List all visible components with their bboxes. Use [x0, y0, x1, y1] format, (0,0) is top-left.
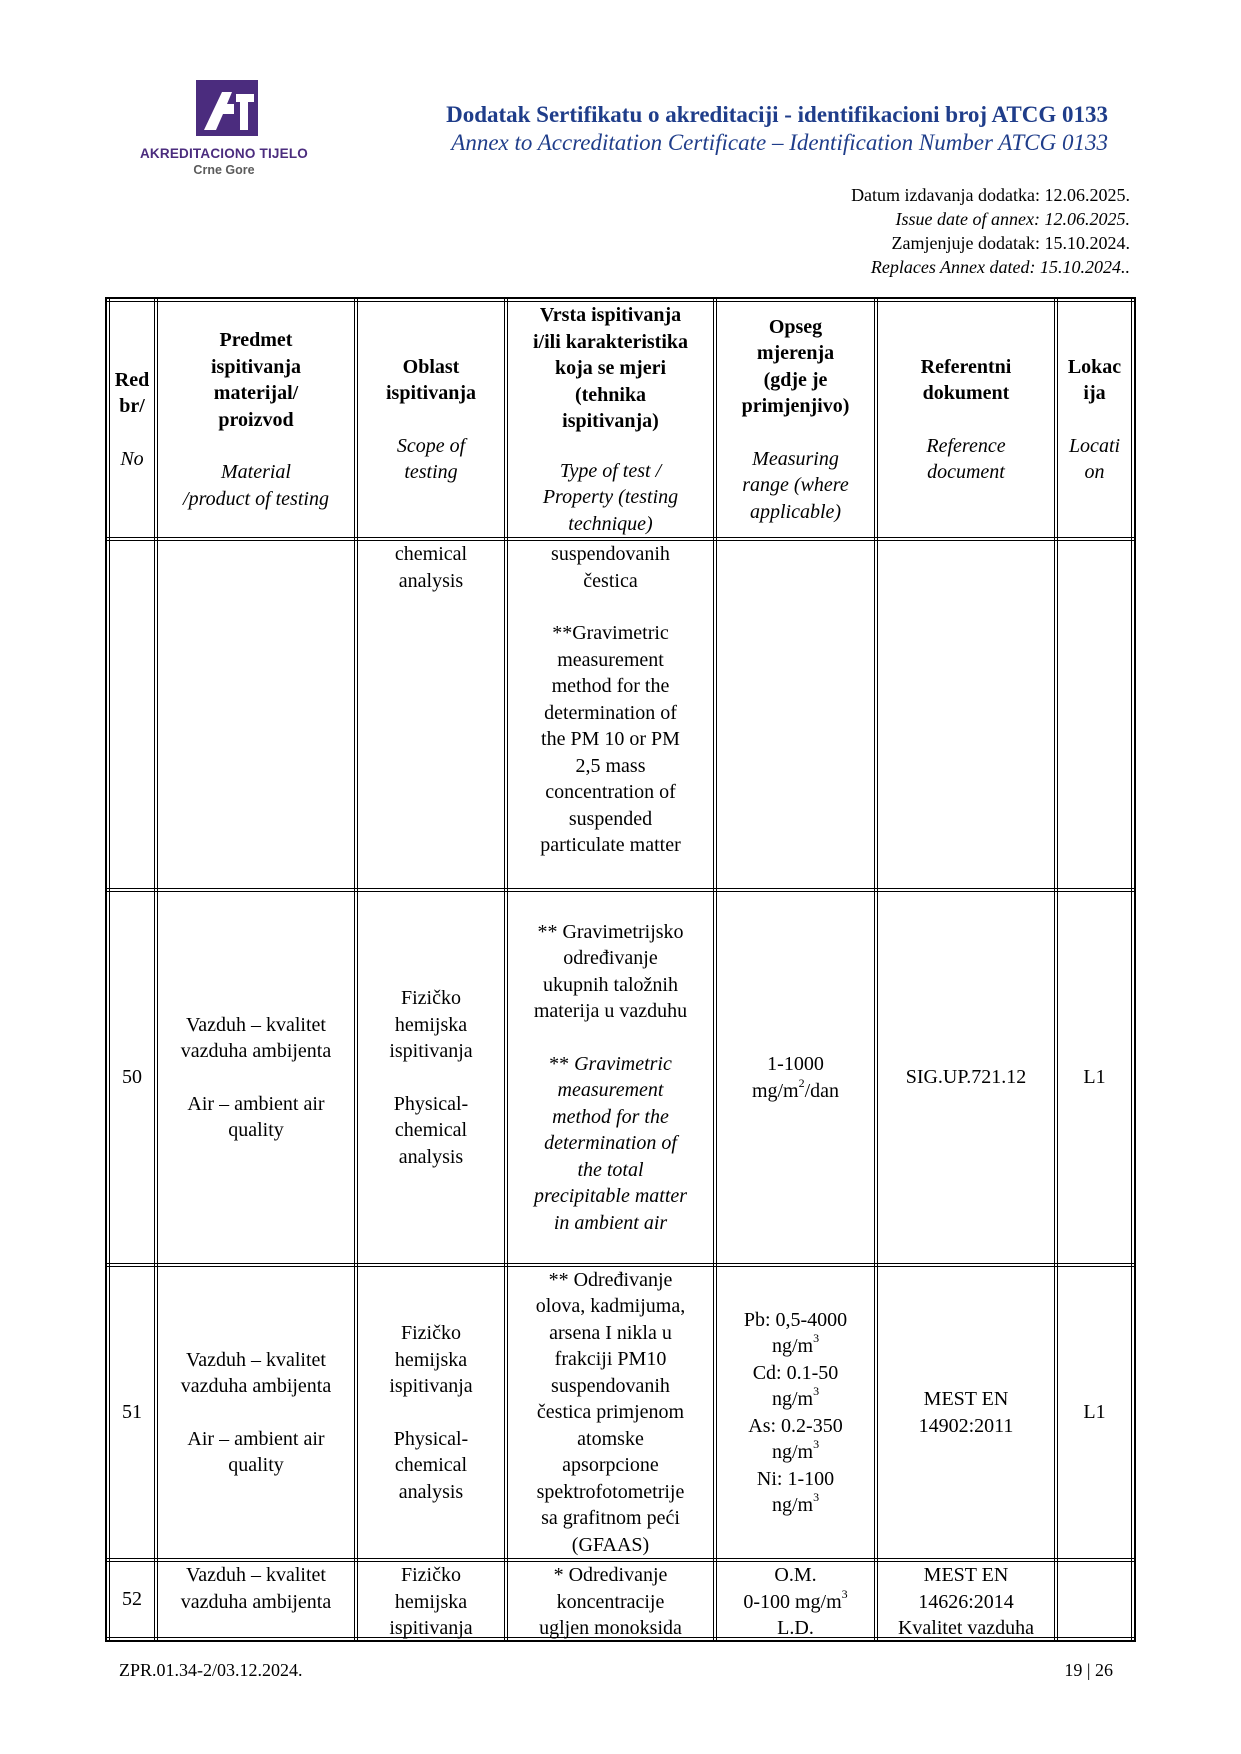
- row-51-no: 51: [122, 1401, 142, 1424]
- footer-document-code: ZPR.01.34-2/03.12.2024.: [119, 1660, 303, 1680]
- row-51-range: Pb: 0,5-4000 $ng/m^3$ Cd: 0.1-50 $ng/m^3$ As: 0.2-350 $ng/m^3$ Ni: 1-100 $ng/m^3$: [743, 1308, 848, 1516]
- row-50-test-type: ** Gravimetrijsko određivanje ukupnih taložnih materija u vazduhu ** Gravimetric measurement method for the determination of the total precipitable matter in ambient air: [533, 920, 688, 1234]
- title-sub: Annex to Accreditation Certificate – Identification Number ATCG 0133: [451, 130, 1108, 155]
- annex-dates: [851, 183, 1130, 279]
- row-51-reference: MEST EN 14902:2011: [918, 1388, 1014, 1437]
- accreditation-logo-icon: [196, 80, 258, 136]
- header-range: Opseg mjerenja (gdje je primjenjivo) Measuring range (where applicable): [741, 315, 850, 523]
- title-main: Dodatak Sertifikatu o akreditaciji - identifikacioni broj ATCG 0133: [446, 102, 1108, 127]
- row-50-location: L1: [1083, 1066, 1106, 1089]
- cont-scope: chemical analysis: [394, 543, 468, 592]
- accreditation-scope-table: [105, 297, 1136, 1642]
- row-52-range: O.M. 0-100 $mg/m^3$ L.D.: [743, 1564, 848, 1639]
- issue-date-en: Issue date of annex: 12.06.2025.: [895, 209, 1130, 229]
- logo-name: AKREDITACIONO TIJELO: [139, 146, 308, 161]
- row-52-no: 52: [122, 1588, 142, 1611]
- row-52-test-type: * Odredivanje koncentracije ugljen monoksida: [539, 1564, 682, 1639]
- row-52-reference: MEST EN 14626:2014 Kvalitet vazduha: [897, 1564, 1035, 1639]
- cont-test-type: suspendovanih čestica **Gravimetric measurement method for the determination of the PM 10 or PM 2,5 mass concentration of suspended particulate matter: [540, 543, 681, 856]
- header-test-type: Vrsta ispitivanja i/ili karakteristika koja se mjeri (tehnika ispitivanja) Type of test / Property (testing technique): [533, 304, 688, 535]
- header-location: Lokac ija Locati on: [1067, 355, 1122, 483]
- logo: [124, 80, 324, 180]
- row-50-range: 1-1000 $mg/m^2$/dan: [751, 1053, 840, 1102]
- replaces-date-en: Replaces Annex dated: 15.10.2024..: [870, 257, 1130, 277]
- row-50-material: Vazduh – kvalitet vazduha ambijenta Air – ambient air quality: [180, 1013, 332, 1141]
- header-scope: Oblast ispitivanja Scope of testing: [385, 355, 477, 483]
- header-reference: Referentni dokument Reference document: [920, 355, 1012, 483]
- logo-subtitle: Crne Gore: [193, 163, 255, 177]
- row-51-material: Vazduh – kvalitet vazduha ambijenta Air – ambient air quality: [180, 1348, 332, 1476]
- row-52-material: Vazduh – kvalitet vazduha ambijenta: [180, 1564, 332, 1613]
- header-material: Predmet ispitivanja materijal/ proizvod Material /product of testing: [183, 329, 329, 510]
- row-51-scope: Fizičko hemijska ispitivanja Physical- chemical analysis: [389, 1322, 473, 1503]
- row-51-test-type: ** Određivanje olova, kadmijuma, arsena I nikla u frakciji PM10 suspendovanih čestica primjenom atomske apsorpcione spektrofotometrije sa grafitnom peći (GFAAS): [535, 1268, 686, 1556]
- issue-date: Datum izdavanja dodatka: 12.06.2025.: [851, 185, 1130, 205]
- row-51-location: L1: [1083, 1401, 1106, 1424]
- header-no: Red br/ No: [114, 368, 150, 470]
- row-50-no: 50: [122, 1066, 142, 1089]
- row-52-scope: Fizičko hemijska ispitivanja: [389, 1564, 473, 1639]
- footer-page-number: 19 | 26: [1064, 1660, 1113, 1680]
- row-50-reference: SIG.UP.721.12: [905, 1066, 1027, 1089]
- replaces-date: Zamjenjuje dodatak: 15.10.2024.: [891, 233, 1130, 253]
- document-title: [446, 101, 1108, 157]
- row-50-scope: Fizičko hemijska ispitivanja Physical- chemical analysis: [389, 987, 473, 1168]
